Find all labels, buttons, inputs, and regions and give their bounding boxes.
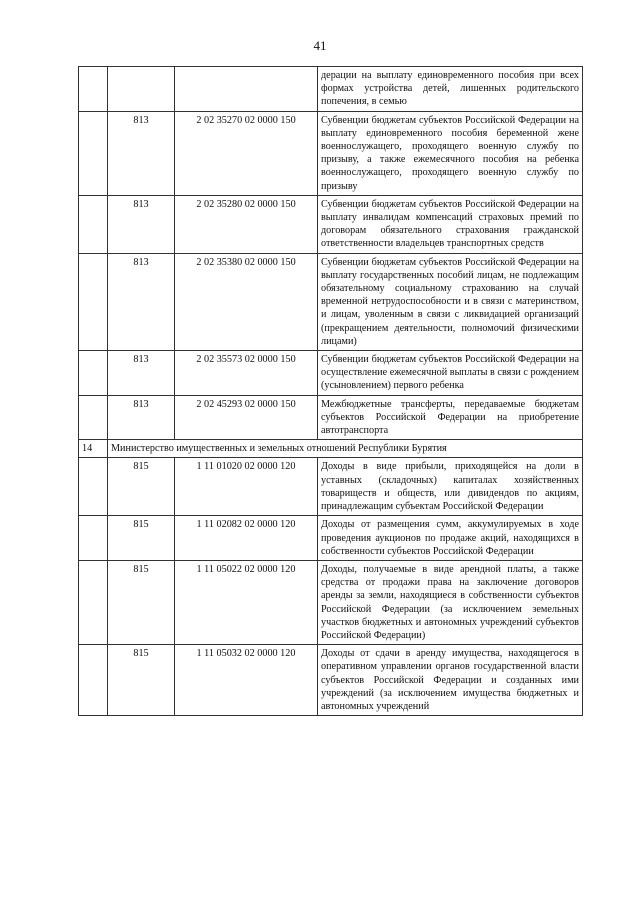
table-row (79, 67, 583, 112)
row-number-cell (79, 645, 108, 716)
table-row (79, 458, 583, 516)
row-number-cell (79, 560, 108, 644)
admin-code-cell (108, 67, 175, 112)
description-cell: Доходы от размещения сумм, аккумулируемых в ходе проведения аукционов по продаже акций, находящихся в собственности субъектов Российской Федерации (318, 516, 583, 561)
description-cell: Субвенции бюджетам субъектов Российской Федерации на выплату инвалидам компенсаций страховых премий по договорам обязательного страхования гражданской ответственности владельцев транспортных средств (318, 195, 583, 253)
table-row (79, 395, 583, 440)
description-cell: Доходы, получаемые в виде арендной платы, а также средства от продажи права на заключение договоров аренды за земли, находящиеся в собственности субъектов Российской Федерации (за исключением земельных участков бюджетных и автономных учреждений субъектов Российской Федерации) (318, 560, 583, 644)
description-cell: Доходы в виде прибыли, приходящейся на доли в уставных (складочных) капиталах хозяйственных товариществ и обществ, или дивидендов по акциям, принадлежащим субъектам Российской Федерации (318, 458, 583, 516)
description-cell: дерации на выплату единовременного пособия при всех формах устройства детей, лишенных родительского попечения, в семью (318, 67, 583, 112)
budget-code-cell (175, 67, 318, 112)
budget-code-cell: 2 02 35280 02 0000 150 (175, 195, 318, 253)
table-row (79, 253, 583, 350)
description-cell: Субвенции бюджетам субъектов Российской Федерации на осуществление ежемесячной выплаты в связи с рождением (усыновлением) первого ребенка (318, 351, 583, 396)
table-row (79, 645, 583, 716)
description-cell: Субвенции бюджетам субъектов Российской Федерации на выплату единовременного пособия беременной жене военнослужащего, проходящего военную службу по призыву, а также ежемесячного пособия на ребенка военнослужащего, проходящего военную службу по призыву (318, 111, 583, 195)
row-number-cell (79, 195, 108, 253)
budget-code-cell: 2 02 35380 02 0000 150 (175, 253, 318, 350)
table-row (79, 516, 583, 561)
admin-code-cell: 813 (108, 195, 175, 253)
budget-code-cell: 2 02 45293 02 0000 150 (175, 395, 318, 440)
table-row (79, 560, 583, 644)
admin-code-cell: 813 (108, 111, 175, 195)
budget-code-cell: 1 11 01020 02 0000 120 (175, 458, 318, 516)
admin-code-cell: 815 (108, 516, 175, 561)
row-number-cell (79, 351, 108, 396)
revenue-codes-table (78, 66, 583, 716)
row-number-cell (79, 67, 108, 112)
table-row (79, 351, 583, 396)
description-cell: Доходы от сдачи в аренду имущества, находящегося в оперативном управлении органов государственной власти субъектов Российской Федерации и созданных ими учреждений (за исключением имущества бюджетных и автономных учреждений (318, 645, 583, 716)
description-cell: Межбюджетные трансферты, передаваемые бюджетам субъектов Российской Федерации на приобретение автотранспорта (318, 395, 583, 440)
admin-code-cell: 815 (108, 560, 175, 644)
admin-code-cell: 815 (108, 458, 175, 516)
row-number-cell (79, 253, 108, 350)
ministry-number-cell: 14 (79, 440, 108, 458)
description-cell: Субвенции бюджетам субъектов Российской Федерации на выплату государственных пособий лицам, не подлежащим обязательному социальному страхованию на случай временной нетрудоспособности и в связи с материнством, и лицам, уволенным в связи с ликвидацией организаций (прекращением деятельности, полномочий физическими лицами) (318, 253, 583, 350)
row-number-cell (79, 395, 108, 440)
admin-code-cell: 813 (108, 395, 175, 440)
ministry-name-cell: Министерство имущественных и земельных отношений Республики Бурятия (108, 440, 583, 458)
row-number-cell (79, 516, 108, 561)
admin-code-cell: 815 (108, 645, 175, 716)
row-number-cell (79, 111, 108, 195)
row-number-cell (79, 458, 108, 516)
budget-code-cell: 1 11 05022 02 0000 120 (175, 560, 318, 644)
budget-code-cell: 2 02 35270 02 0000 150 (175, 111, 318, 195)
admin-code-cell: 813 (108, 253, 175, 350)
table-row (79, 111, 583, 195)
admin-code-cell: 813 (108, 351, 175, 396)
table-row (79, 195, 583, 253)
budget-code-cell: 1 11 05032 02 0000 120 (175, 645, 318, 716)
budget-code-cell: 2 02 35573 02 0000 150 (175, 351, 318, 396)
page-number: 41 (313, 38, 327, 53)
budget-code-cell: 1 11 02082 02 0000 120 (175, 516, 318, 561)
ministry-header-row (79, 440, 583, 458)
